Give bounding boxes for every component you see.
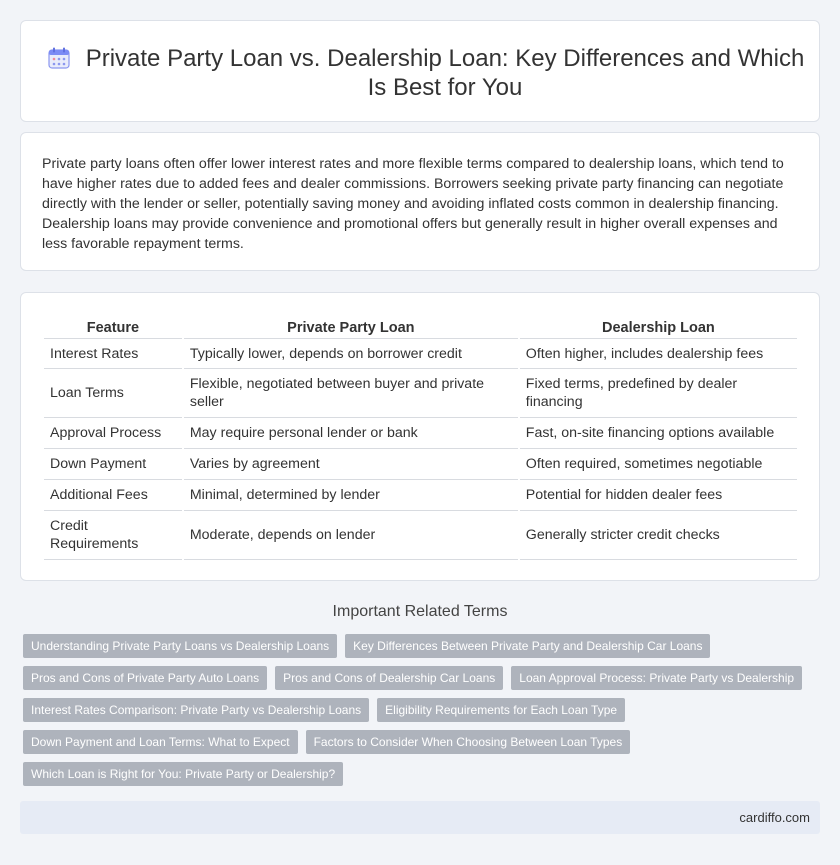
table-cell: Generally stricter credit checks bbox=[520, 511, 797, 560]
table-row bbox=[44, 449, 797, 480]
calendar-icon bbox=[48, 47, 70, 69]
related-term-tag[interactable]: Interest Rates Comparison: Private Party vs Dealership Loans bbox=[23, 698, 369, 722]
table-cell: Often higher, includes dealership fees bbox=[520, 339, 797, 369]
related-term-tag[interactable]: Down Payment and Loan Terms: What to Expect bbox=[23, 730, 298, 754]
table-cell: Potential for hidden dealer fees bbox=[520, 480, 797, 511]
table-row bbox=[44, 339, 797, 369]
table-cell: Often required, sometimes negotiable bbox=[520, 449, 797, 480]
column-header-dealership-loan: Dealership Loan bbox=[520, 315, 797, 339]
related-term-tag[interactable]: Factors to Consider When Choosing Between Loan Types bbox=[306, 730, 631, 754]
related-term-tag[interactable]: Which Loan is Right for You: Private Party or Dealership? bbox=[23, 762, 343, 786]
column-header-feature: Feature bbox=[44, 315, 182, 339]
related-term-tag[interactable]: Pros and Cons of Private Party Auto Loans bbox=[23, 666, 267, 690]
column-header-private-party-loan: Private Party Loan bbox=[184, 315, 518, 339]
summary-card bbox=[20, 132, 820, 271]
table-cell: Moderate, depends on lender bbox=[184, 511, 518, 560]
table-cell: Approval Process bbox=[44, 418, 182, 449]
related-term-tag[interactable]: Understanding Private Party Loans vs Dealership Loans bbox=[23, 634, 337, 658]
table-row bbox=[44, 480, 797, 511]
table-cell: Varies by agreement bbox=[184, 449, 518, 480]
table-cell: Flexible, negotiated between buyer and private seller bbox=[184, 369, 518, 418]
related-terms-list bbox=[23, 634, 803, 794]
comparison-table bbox=[42, 315, 799, 560]
table-cell: Down Payment bbox=[44, 449, 182, 480]
table-header-row bbox=[44, 315, 797, 339]
related-term-tag[interactable]: Pros and Cons of Dealership Car Loans bbox=[275, 666, 503, 690]
table-cell: Fixed terms, predefined by dealer financing bbox=[520, 369, 797, 418]
table-cell: Additional Fees bbox=[44, 480, 182, 511]
related-term-tag[interactable]: Key Differences Between Private Party and Dealership Car Loans bbox=[345, 634, 710, 658]
footer-site-link[interactable]: cardiffo.com bbox=[739, 810, 810, 825]
table-cell: Interest Rates bbox=[44, 339, 182, 369]
page-title: Private Party Loan vs. Dealership Loan: Key Differences and Which Is Best for You bbox=[85, 45, 805, 101]
footer bbox=[20, 801, 820, 834]
related-term-tag[interactable]: Loan Approval Process: Private Party vs Dealership bbox=[511, 666, 802, 690]
table-row bbox=[44, 369, 797, 418]
table-row bbox=[44, 511, 797, 560]
comparison-table-card bbox=[20, 292, 820, 581]
related-term-tag[interactable]: Eligibility Requirements for Each Loan Type bbox=[377, 698, 625, 722]
table-cell: Loan Terms bbox=[44, 369, 182, 418]
table-cell: Minimal, determined by lender bbox=[184, 480, 518, 511]
table-cell: Credit Requirements bbox=[44, 511, 182, 560]
table-row bbox=[44, 418, 797, 449]
table-cell: May require personal lender or bank bbox=[184, 418, 518, 449]
summary-paragraph: Private party loans often offer lower interest rates and more flexible terms compared to dealership loans, which tend to have higher rates due to added fees and dealer commissions. Borrowers seeking private party financing can negotiate directly with the lender or seller, potentially saving money and avoiding inflated costs common in dealership financing. Dealership loans may provide convenience and promotional offers but generally result in higher overall expenses and less favorable repayment terms. bbox=[42, 156, 784, 252]
table-cell: Typically lower, depends on borrower credit bbox=[184, 339, 518, 369]
related-terms-heading: Important Related Terms bbox=[332, 603, 508, 620]
table-cell: Fast, on-site financing options available bbox=[520, 418, 797, 449]
header-card bbox=[20, 20, 820, 122]
